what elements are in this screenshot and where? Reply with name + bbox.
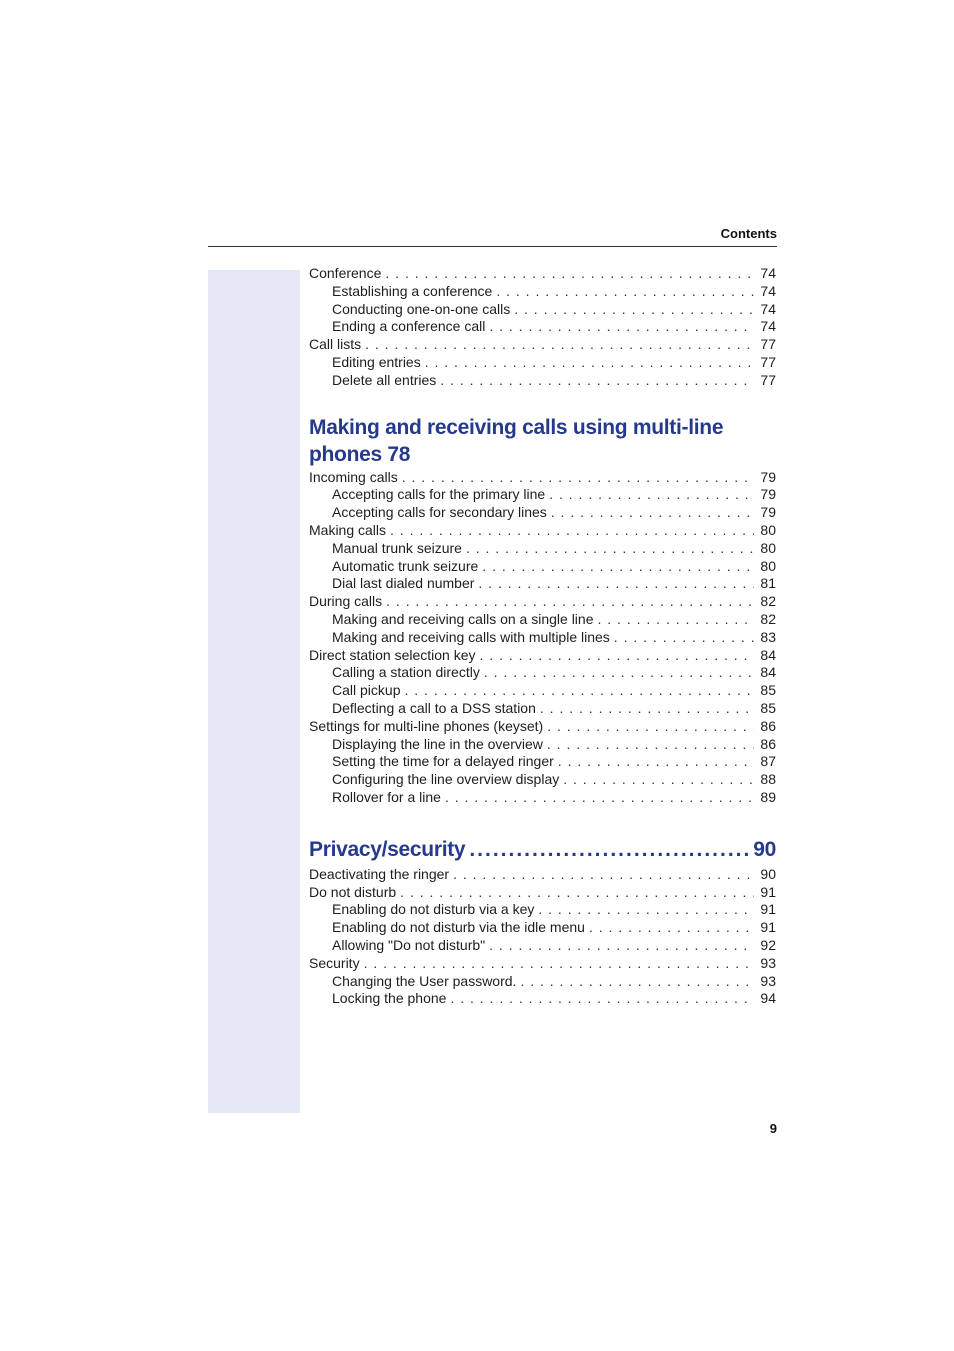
toc-entry-title: Allowing "Do not disturb" xyxy=(332,936,486,953)
toc-entry[interactable] xyxy=(309,901,776,919)
toc-entry-title: Configuring the line overview display xyxy=(332,771,560,788)
toc-entry-page: 91 xyxy=(760,919,776,936)
dot-leader xyxy=(469,835,751,865)
dot-leader xyxy=(514,301,754,319)
toc-entry[interactable] xyxy=(309,919,776,937)
toc-entry-page: 85 xyxy=(760,699,776,716)
table-of-contents xyxy=(309,265,776,1008)
toc-entry-page: 84 xyxy=(760,664,776,681)
toc-entry[interactable] xyxy=(309,372,776,390)
toc-entry-page: 82 xyxy=(760,593,776,610)
section-heading-title: Making and receiving calls using multi-line phones xyxy=(309,415,724,466)
toc-entry-title: Locking the phone xyxy=(332,990,447,1007)
toc-entry-title: During calls xyxy=(309,593,383,610)
toc-entry-title: Enabling do not disturb via the idle menu xyxy=(332,919,585,936)
toc-entry-title: Delete all entries xyxy=(332,371,437,388)
toc-entry-page: 90 xyxy=(760,865,776,882)
toc-entry-title: Rollover for a line xyxy=(332,788,441,805)
toc-entry[interactable] xyxy=(309,753,776,771)
toc-entry-page: 77 xyxy=(760,353,776,370)
toc-entry-page: 85 xyxy=(760,682,776,699)
toc-entry-title: Displaying the line in the overview xyxy=(332,735,543,752)
dot-leader xyxy=(390,522,754,540)
running-header: Contents xyxy=(720,226,777,241)
toc-entry-page: 74 xyxy=(760,300,776,317)
toc-entry-page: 88 xyxy=(760,771,776,788)
toc-entry-title: Conducting one-on-one calls xyxy=(332,300,511,317)
toc-entry[interactable] xyxy=(309,682,776,700)
toc-entry-title: Enabling do not disturb via a key xyxy=(332,901,535,918)
toc-entry[interactable] xyxy=(309,718,776,736)
toc-entry[interactable] xyxy=(309,469,776,487)
toc-entry[interactable] xyxy=(309,647,776,665)
dot-leader xyxy=(496,283,754,301)
toc-entry[interactable] xyxy=(309,354,776,372)
toc-entry-title: Manual trunk seizure xyxy=(332,539,462,556)
dot-leader xyxy=(547,718,754,736)
toc-entry-page: 93 xyxy=(760,954,776,971)
toc-entry-page: 83 xyxy=(760,628,776,645)
toc-entry-title: Deflecting a call to a DSS station xyxy=(332,699,536,716)
toc-entry-page: 84 xyxy=(760,646,776,663)
dot-leader xyxy=(466,540,754,558)
dot-leader xyxy=(614,629,754,647)
toc-entry-page: 80 xyxy=(760,557,776,574)
toc-entry[interactable] xyxy=(309,593,776,611)
toc-entry[interactable] xyxy=(309,789,776,807)
toc-entry[interactable] xyxy=(309,301,776,319)
toc-entry-page: 93 xyxy=(760,972,776,989)
toc-entry[interactable] xyxy=(309,973,776,991)
dot-leader xyxy=(440,372,754,390)
toc-entry-page: 91 xyxy=(760,883,776,900)
toc-entry[interactable] xyxy=(309,540,776,558)
dot-leader xyxy=(558,753,754,771)
dot-leader xyxy=(425,354,754,372)
toc-entry-title: Making and receiving calls with multiple lines xyxy=(332,628,610,645)
toc-entry-page: 79 xyxy=(760,468,776,485)
toc-entry[interactable] xyxy=(309,575,776,593)
dot-leader xyxy=(453,866,754,884)
toc-entry-title: Conference xyxy=(309,265,382,281)
toc-entry-page: 77 xyxy=(760,336,776,353)
toc-entry-page: 74 xyxy=(760,265,776,281)
toc-entry-title: Deactivating the ringer xyxy=(309,865,450,882)
toc-group-call-features xyxy=(309,265,776,390)
toc-entry-title: Accepting calls for secondary lines xyxy=(332,504,547,521)
dot-leader xyxy=(404,682,754,700)
dot-leader xyxy=(445,789,754,807)
toc-entry-page: 79 xyxy=(760,486,776,503)
toc-entry-page: 77 xyxy=(760,371,776,388)
toc-entry-page: 79 xyxy=(760,504,776,521)
toc-entry-page: 94 xyxy=(760,990,776,1007)
toc-entry-page: 74 xyxy=(760,318,776,335)
toc-entry-title: Automatic trunk seizure xyxy=(332,557,479,574)
page-number: 9 xyxy=(769,1121,777,1136)
toc-entry-title: Making and receiving calls on a single line xyxy=(332,610,594,627)
dot-leader xyxy=(589,919,754,937)
toc-group-privacy xyxy=(309,866,776,1008)
toc-entry-title: Call pickup xyxy=(332,682,401,699)
toc-group-multi-line xyxy=(309,469,776,807)
toc-entry-title: Accepting calls for the primary line xyxy=(332,486,546,503)
dot-leader xyxy=(489,318,754,336)
toc-entry[interactable] xyxy=(309,884,776,902)
toc-entry[interactable] xyxy=(309,771,776,789)
dot-leader xyxy=(386,593,754,611)
toc-entry-title: Call lists xyxy=(309,336,362,353)
dot-leader xyxy=(364,955,754,973)
dot-leader xyxy=(520,973,754,991)
section-heading-multi-line[interactable] xyxy=(309,414,776,468)
toc-entry-title: Making calls xyxy=(309,521,387,538)
toc-entry[interactable] xyxy=(309,611,776,629)
toc-entry[interactable] xyxy=(309,700,776,718)
dot-leader xyxy=(480,647,754,665)
toc-entry[interactable] xyxy=(309,866,776,884)
toc-entry[interactable] xyxy=(309,955,776,973)
dot-leader xyxy=(478,575,754,593)
toc-entry-title: Do not disturb xyxy=(309,883,397,900)
toc-entry-title: Setting the time for a delayed ringer xyxy=(332,753,554,770)
dot-leader xyxy=(563,771,754,789)
toc-entry-title: Editing entries xyxy=(332,353,421,370)
dot-leader xyxy=(450,990,754,1008)
left-margin-band xyxy=(208,270,300,1113)
dot-leader xyxy=(402,469,754,487)
toc-entry-title: Ending a conference call xyxy=(332,318,486,335)
dot-leader xyxy=(482,558,754,576)
toc-entry[interactable] xyxy=(309,736,776,754)
toc-entry[interactable] xyxy=(309,937,776,955)
toc-entry-page: 74 xyxy=(760,282,776,299)
toc-entry[interactable] xyxy=(309,283,776,301)
toc-entry[interactable] xyxy=(309,522,776,540)
toc-entry[interactable] xyxy=(309,318,776,336)
toc-entry-title: Changing the User password. xyxy=(332,972,517,989)
dot-leader xyxy=(540,700,754,718)
section-heading-page: 78 xyxy=(387,442,411,466)
dot-leader xyxy=(538,901,754,919)
dot-leader xyxy=(551,504,754,522)
toc-entry-title: Incoming calls xyxy=(309,468,398,485)
toc-entry-page: 81 xyxy=(760,575,776,592)
toc-entry-page: 89 xyxy=(760,788,776,805)
header-divider xyxy=(208,246,777,247)
toc-entry-title: Establishing a conference xyxy=(332,282,493,299)
dot-leader xyxy=(547,736,754,754)
toc-entry-page: 80 xyxy=(760,521,776,538)
toc-entry-title: Settings for multi-line phones (keyset) xyxy=(309,717,544,734)
toc-entry-page: 91 xyxy=(760,901,776,918)
toc-entry-title: Direct station selection key xyxy=(309,646,476,663)
toc-entry-page: 82 xyxy=(760,610,776,627)
toc-entry-title: Dial last dialed number xyxy=(332,575,475,592)
dot-leader xyxy=(597,611,754,629)
section-heading-title: Privacy/security xyxy=(309,837,466,861)
dot-leader xyxy=(385,265,754,283)
toc-entry[interactable] xyxy=(309,265,776,283)
dot-leader xyxy=(549,486,754,504)
dot-leader xyxy=(484,664,754,682)
toc-entry-page: 86 xyxy=(760,735,776,752)
dot-leader xyxy=(489,937,754,955)
toc-entry-page: 92 xyxy=(760,936,776,953)
toc-entry[interactable] xyxy=(309,558,776,576)
toc-entry[interactable] xyxy=(309,629,776,647)
toc-entry-title: Security xyxy=(309,954,360,971)
toc-entry-page: 86 xyxy=(760,717,776,734)
toc-entry-page: 87 xyxy=(760,753,776,770)
dot-leader xyxy=(365,336,754,354)
toc-entry-page: 80 xyxy=(760,539,776,556)
toc-entry[interactable] xyxy=(309,336,776,354)
toc-entry[interactable] xyxy=(309,504,776,522)
dot-leader xyxy=(400,884,754,902)
section-heading-page: 90 xyxy=(753,837,776,861)
toc-entry[interactable] xyxy=(309,486,776,504)
section-heading-privacy[interactable] xyxy=(309,835,776,865)
toc-entry-title: Calling a station directly xyxy=(332,664,480,681)
toc-entry[interactable] xyxy=(309,664,776,682)
toc-entry[interactable] xyxy=(309,990,776,1008)
